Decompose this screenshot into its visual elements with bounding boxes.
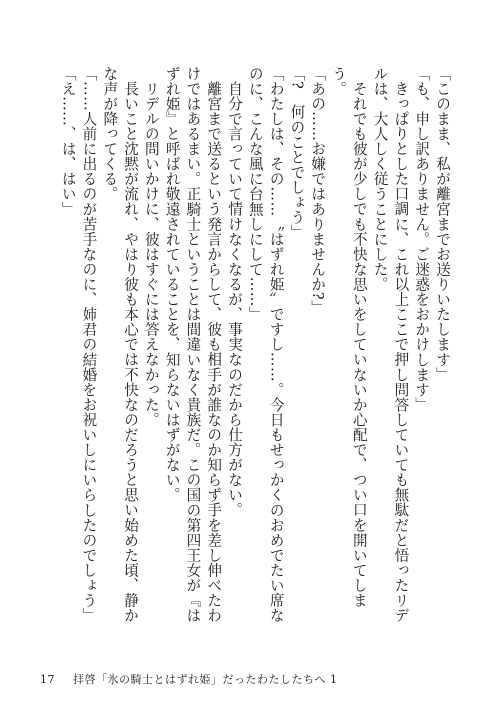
narration-paragraph: 長いこと沈黙が流れ、やはり彼も本心では不快なのだろうと思い始めた頃、静かな声が降ってくる。 (101, 66, 140, 623)
page-number: 17 (40, 673, 55, 686)
narration-paragraph: きっぱりとした口調に、これ以上ここで押し問答していても無駄だと悟ったリデルは、大人しく従うことにした。 (371, 66, 410, 623)
dialogue-paragraph: 「も、申し訳ありません。ご迷惑をおかけします」 (413, 66, 431, 413)
body-text (48, 66, 452, 626)
running-title: 拝啓「氷の騎士とはずれ姫」だったわたしたちへ 1 (73, 673, 338, 686)
narration-paragraph: 自分で言っていて情けなくなるが、事実なのだから仕方がない。 (226, 80, 244, 518)
narration-paragraph: リデルの問いかけに、彼はすぐには答えなかった。 (142, 80, 160, 427)
dialogue-paragraph: 「……人前に出るのが苦手なのに、姉君の結婚をお祝いしにいらしたのでしょう」 (80, 66, 98, 623)
page-footer (40, 671, 338, 687)
dialogue-paragraph: 「? 何のことでしょう」 (288, 66, 306, 240)
narration-paragraph: それでも彼が少しでも不快な思いをしていないか心配で、つい口を開いてしまう。 (330, 66, 368, 608)
dialogue-paragraph: 「このまま、私が離宮までお送りいたします」 (434, 66, 451, 383)
dialogue-paragraph: 「わたしは、その……〝はずれ姫〟ですし……。今日もせっかくのおめでたい席なのに、こんな風に台無しにして……」 (246, 66, 285, 623)
dialogue-paragraph: 「あの……お嫌ではありませんか?」 (309, 66, 327, 316)
narration-paragraph: 離宮まで送るという発言からして、彼も相手が誰なのか知らず手を差し伸べたわけではあるまい。正騎士ということは間違いなく貴族だ。この国の第四王女が『はずれ姫』と呼ばれ敬遠されていることを、知らないはずがない。 (163, 66, 223, 623)
dialogue-paragraph: 「え……、は、はい」 (59, 66, 77, 217)
